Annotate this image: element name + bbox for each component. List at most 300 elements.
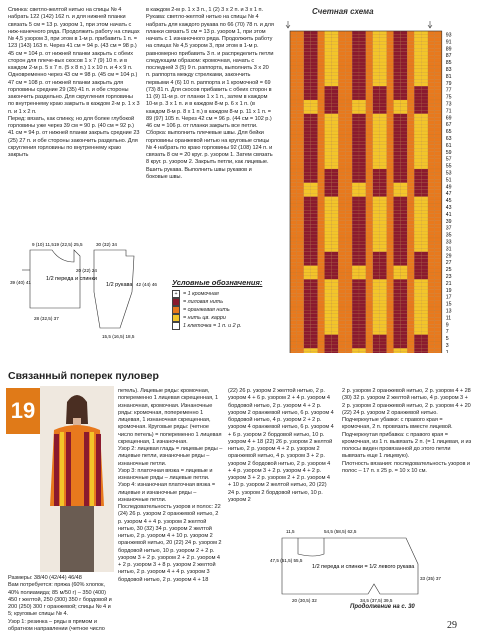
chart-cell (373, 169, 380, 172)
chart-cell (297, 48, 304, 51)
chart-cell (387, 290, 394, 293)
chart-cell (387, 34, 394, 37)
chart-cell (366, 34, 373, 37)
chart-cell (352, 128, 359, 131)
chart-cell (387, 141, 394, 144)
chart-cell (373, 179, 380, 182)
chart-cell (400, 293, 407, 296)
chart-cell (311, 128, 318, 131)
chart-cell (352, 93, 359, 96)
chart-cell (366, 141, 373, 144)
chart-cell (407, 231, 414, 234)
chart-cell (331, 304, 338, 307)
chart-cell (394, 335, 401, 338)
chart-cell (421, 190, 428, 193)
chart-cell (421, 55, 428, 58)
chart-cell (338, 248, 345, 251)
chart-cell (345, 207, 352, 210)
chart-cell (373, 283, 380, 286)
chart-cell (435, 90, 442, 93)
chart-cell (435, 86, 442, 89)
chart-cell (380, 45, 387, 48)
chart-cell (400, 228, 407, 231)
chart-cell (400, 238, 407, 241)
chart-cell (345, 231, 352, 234)
chart-cell (373, 228, 380, 231)
chart-cell (421, 210, 428, 213)
chart-cell (428, 228, 435, 231)
chart-cell (290, 197, 297, 200)
chart-cell (400, 69, 407, 72)
chart-cell (331, 66, 338, 69)
chart-cell (331, 321, 338, 324)
chart-cell (345, 279, 352, 282)
chart-cell (428, 124, 435, 127)
chart-cell (359, 148, 366, 151)
chart-cell (435, 293, 442, 296)
chart-cell (304, 34, 311, 37)
chart-cell (366, 207, 373, 210)
chart-cell (428, 345, 435, 348)
chart-cell (318, 179, 325, 182)
chart-cell (345, 66, 352, 69)
chart-cell (414, 197, 421, 200)
chart-cell (414, 59, 421, 62)
chart-cell (318, 62, 325, 65)
chart-cell (380, 248, 387, 251)
chart-cell (435, 159, 442, 162)
chart-cell (400, 324, 407, 327)
chart-cell (359, 314, 366, 317)
chart-cell (331, 283, 338, 286)
chart-cell (400, 117, 407, 120)
chart-cell (366, 345, 373, 348)
chart-cell (394, 166, 401, 169)
chart-cell (318, 290, 325, 293)
chart-cell (325, 38, 332, 41)
chart-cell (352, 231, 359, 234)
chart-cell (407, 245, 414, 248)
chart-cell (325, 217, 332, 220)
chart-cell (318, 159, 325, 162)
chart-cell (421, 97, 428, 100)
chart-cell (331, 335, 338, 338)
chart-cell (325, 48, 332, 51)
chart-cell (380, 190, 387, 193)
chart-row-label: 13 (445, 308, 452, 315)
chart-cell (297, 290, 304, 293)
chart-cell (366, 248, 373, 251)
chart-cell (311, 124, 318, 127)
chart-cell (304, 207, 311, 210)
chart-cell (345, 252, 352, 255)
chart-cell (345, 59, 352, 62)
bottom-dim-6: 34,5 (37,5) 39,5 (360, 598, 393, 603)
chart-cell (435, 141, 442, 144)
chart-cell (400, 255, 407, 258)
chart-cell (421, 152, 428, 155)
chart-cell (400, 193, 407, 196)
chart-cell (331, 255, 338, 258)
chart-cell (407, 317, 414, 320)
chart-cell (407, 228, 414, 231)
chart-cell (428, 210, 435, 213)
chart-cell (338, 121, 345, 124)
chart-cell (290, 286, 297, 289)
chart-cell (435, 34, 442, 37)
chart-cell (338, 204, 345, 207)
chart-cell (311, 200, 318, 203)
chart-cell (373, 197, 380, 200)
chart-cell (414, 172, 421, 175)
chart-cell (387, 38, 394, 41)
chart-cell (421, 204, 428, 207)
chart-cell (331, 324, 338, 327)
chart-cell (311, 79, 318, 82)
chart-cell (394, 300, 401, 303)
chart-cell (297, 34, 304, 37)
chart-cell (387, 135, 394, 138)
chart-row-label: 63 (445, 135, 452, 142)
chart-cell (297, 279, 304, 282)
chart-cell (428, 159, 435, 162)
chart-cell (290, 93, 297, 96)
chart-cell (311, 276, 318, 279)
chart-cell (311, 83, 318, 86)
chart-cell (414, 110, 421, 113)
chart-cell (290, 86, 297, 89)
chart-cell (366, 238, 373, 241)
chart-cell (331, 55, 338, 58)
chart-cell (338, 34, 345, 37)
chart-cell (373, 128, 380, 131)
chart-cell (407, 107, 414, 110)
chart-row-label: 89 (445, 46, 452, 53)
chart-cell (394, 214, 401, 217)
chart-cell (290, 103, 297, 106)
chart-cell (394, 338, 401, 341)
chart-cell (325, 162, 332, 165)
chart-cell (311, 252, 318, 255)
legend-item-curry: = нить цв. карри (172, 314, 272, 322)
chart-cell (435, 335, 442, 338)
chart-cell (325, 200, 332, 203)
chart-cell (325, 183, 332, 186)
chart-cell (394, 31, 401, 34)
chart-cell (428, 41, 435, 44)
chart-cell (331, 207, 338, 210)
chart-cell (290, 290, 297, 293)
chart-cell (373, 255, 380, 258)
chart-cell (380, 48, 387, 51)
chart-cell (387, 183, 394, 186)
chart-cell (359, 321, 366, 324)
chart-cell (352, 183, 359, 186)
chart-cell (345, 324, 352, 327)
chart-cell (290, 183, 297, 186)
chart-cell (435, 66, 442, 69)
chart-cell (338, 110, 345, 113)
chart-cell (311, 45, 318, 48)
chart-cell (366, 59, 373, 62)
chart-row-label: 85 (445, 60, 452, 67)
chart-cell (366, 90, 373, 93)
chart-cell (407, 135, 414, 138)
chart-cell (373, 300, 380, 303)
chart-cell (414, 135, 421, 138)
chart-cell (290, 259, 297, 262)
chart-cell (304, 107, 311, 110)
chart-cell (400, 83, 407, 86)
chart-cell (380, 307, 387, 310)
chart-cell (311, 183, 318, 186)
chart-cell (414, 248, 421, 251)
chart-cell (311, 141, 318, 144)
chart-cell (380, 131, 387, 134)
chart-cell (380, 186, 387, 189)
chart-cell (338, 124, 345, 127)
chart-cell (407, 128, 414, 131)
chart-cell (290, 124, 297, 127)
chart-cell (325, 72, 332, 75)
chart-cell (352, 169, 359, 172)
chart-cell (345, 86, 352, 89)
chart-cell (304, 31, 311, 34)
chart-cell (352, 69, 359, 72)
chart-cell (290, 255, 297, 258)
chart-cell (352, 162, 359, 165)
chart-cell (325, 238, 332, 241)
chart-cell (373, 93, 380, 96)
chart-cell (311, 38, 318, 41)
chart-cell (352, 86, 359, 89)
chart-cell (373, 183, 380, 186)
chart-cell (366, 200, 373, 203)
chart-cell (407, 141, 414, 144)
chart-cell (421, 155, 428, 158)
chart-cell (318, 317, 325, 320)
chart-cell (400, 217, 407, 220)
chart-cell (435, 228, 442, 231)
chart-cell (428, 100, 435, 103)
chart-cell (407, 307, 414, 310)
chart-cell (414, 45, 421, 48)
chart-cell (290, 304, 297, 307)
chart-cell (359, 252, 366, 255)
chart-cell (338, 228, 345, 231)
chart-cell (290, 328, 297, 331)
chart-cell (435, 266, 442, 269)
chart-cell (435, 279, 442, 282)
chart-cell (394, 310, 401, 313)
chart-row-label: 41 (445, 211, 452, 218)
chart-cell (380, 348, 387, 351)
chart-cell (373, 48, 380, 51)
chart-cell (394, 38, 401, 41)
chart-cell (311, 328, 318, 331)
chart-cell (435, 197, 442, 200)
chart-cell (345, 128, 352, 131)
chart-cell (428, 283, 435, 286)
chart-cell (400, 31, 407, 34)
chart-cell (373, 342, 380, 345)
chart-cell (352, 210, 359, 213)
chart-cell (394, 259, 401, 262)
chart-cell (311, 162, 318, 165)
chart-cell (407, 169, 414, 172)
chart-cell (387, 138, 394, 141)
chart-cell (318, 48, 325, 51)
chart-cell (380, 169, 387, 172)
chart-cell (407, 100, 414, 103)
chart-cell (290, 221, 297, 224)
chart-cell (304, 197, 311, 200)
chart-cell (359, 114, 366, 117)
chart-cell (359, 128, 366, 131)
chart-cell (394, 190, 401, 193)
chart-cell (345, 179, 352, 182)
chart-cell (352, 121, 359, 124)
chart-cell (407, 155, 414, 158)
chart-cell (359, 224, 366, 227)
chart-cell (325, 342, 332, 345)
chart-cell (338, 345, 345, 348)
chart-cell (311, 338, 318, 341)
chart-cell (297, 176, 304, 179)
chart-cell (345, 138, 352, 141)
chart-cell (325, 338, 332, 341)
chart-cell (331, 90, 338, 93)
chart-cell (366, 128, 373, 131)
chart-cell (387, 345, 394, 348)
chart-cell (380, 59, 387, 62)
chart-cell (394, 172, 401, 175)
chart-cell (400, 190, 407, 193)
chart-cell (290, 307, 297, 310)
sizes-materials-text: Размеры: 38/40 (42/44) 46/48 Вам потребуется: пряжа (60% хлопок, 40% полиамида; 85 м/50 г) – 350 (400) 450 г желтой, 250 (300) 350 г бордовой и 200 (250) 300 г оранжевой; спицы № 4 и 5; круговые спицы № 4. Узор 1: резинка – ряды в прямом и обратном направлении (четное число (8, 575, 112, 632)
chart-cell (345, 48, 352, 51)
chart-cell (325, 328, 332, 331)
chart-cell (311, 207, 318, 210)
chart-cell (366, 114, 373, 117)
chart-cell (352, 335, 359, 338)
chart-cell (304, 128, 311, 131)
chart-cell (359, 97, 366, 100)
chart-cell (421, 131, 428, 134)
chart-cell (414, 252, 421, 255)
chart-cell (366, 224, 373, 227)
chart-cell (435, 107, 442, 110)
stripe-sequence-text: (22) 26 р. узором 2 желтой нитью, 2 р. узором 4 + 6 р. узором 2 + 4 р. узором 4 бордовой нитью, 2 р. узором 4 + 2 р. узором 2 оранжевой нитью, 6 р. узором 4 бордовой нитью, 4 р. узором 2 + 2 р. узором 4 оранжевой нитью, 6 р. узором 4 + 6 р. узором 2 бордовой нитью, 10 р. узором 4 + 18 (22) 26 р. узором 2 желтой нитью, 2 р. узором 4 + 2 р. узором 2 оранжевой нитью, 4 р. узором 3 + 2 р. узором 2 бордовой нитью, 2 р. узором 4 + 4 р. узором 3 + 2 р. узором 4 + 2 р. узором 3 + 2 р. узором 2 + 2 р. узором 4 + 10 р. узором 2 желтой нитью, 20 (22) 24 р. узором 2 бордовой нитью, 10 р. узором 2 (228, 388, 334, 503)
chart-cell (428, 128, 435, 131)
chart-cell (318, 183, 325, 186)
chart-cell (387, 131, 394, 134)
chart-cell (345, 269, 352, 272)
chart-cell (394, 345, 401, 348)
chart-cell (380, 197, 387, 200)
chart-cell (394, 93, 401, 96)
chart-cell (421, 169, 428, 172)
chart-cell (325, 107, 332, 110)
chart-cell (428, 103, 435, 106)
chart-cell (407, 293, 414, 296)
chart-cell (331, 138, 338, 141)
chart-cell (318, 72, 325, 75)
chart-cell (304, 317, 311, 320)
chart-cell (318, 200, 325, 203)
chart-cell (290, 245, 297, 248)
chart-cell (338, 41, 345, 44)
chart-cell (380, 331, 387, 334)
chart-cell (290, 55, 297, 58)
chart-cell (400, 307, 407, 310)
chart-cell (290, 335, 297, 338)
chart-cell (428, 217, 435, 220)
chart-cell (421, 93, 428, 96)
chart-cell (345, 93, 352, 96)
chart-cell (373, 100, 380, 103)
chart-cell (325, 210, 332, 213)
chart-cell (338, 152, 345, 155)
chart-cell (400, 41, 407, 44)
chart-cell (304, 179, 311, 182)
chart-cell (345, 62, 352, 65)
chart-cell (394, 179, 401, 182)
chart-cell (421, 317, 428, 320)
chart-cell (421, 86, 428, 89)
chart-cell (421, 66, 428, 69)
chart-cell (297, 190, 304, 193)
chart-cell (345, 214, 352, 217)
chart-cell (407, 324, 414, 327)
chart-cell (352, 110, 359, 113)
chart-cell (325, 324, 332, 327)
chart-cell (338, 252, 345, 255)
chart-cell (352, 155, 359, 158)
chart-cell (331, 141, 338, 144)
chart-cell (387, 93, 394, 96)
chart-cell (414, 124, 421, 127)
chart-cell (380, 207, 387, 210)
chart-cell (407, 145, 414, 148)
chart-cell (414, 90, 421, 93)
legend-item-edge: + = 1 кромочная (172, 290, 272, 298)
orange-swatch (172, 306, 180, 314)
chart-cell (387, 338, 394, 341)
chart-cell (359, 41, 366, 44)
chart-cell (414, 79, 421, 82)
chart-cell (387, 55, 394, 58)
chart-cell (297, 297, 304, 300)
chart-cell (421, 266, 428, 269)
chart-cell (421, 335, 428, 338)
chart-cell (325, 145, 332, 148)
chart-cell (318, 252, 325, 255)
chart-cell (373, 162, 380, 165)
chart-cell (380, 255, 387, 258)
chart-cell (407, 90, 414, 93)
chart-cell (394, 348, 401, 351)
chart-cell (359, 342, 366, 345)
chart-cell (331, 197, 338, 200)
chart-cell (331, 148, 338, 151)
chart-cell (359, 276, 366, 279)
chart-cell (290, 193, 297, 196)
chart-cell (387, 148, 394, 151)
chart-cell (359, 66, 366, 69)
chart-cell (373, 338, 380, 341)
chart-cell (325, 290, 332, 293)
